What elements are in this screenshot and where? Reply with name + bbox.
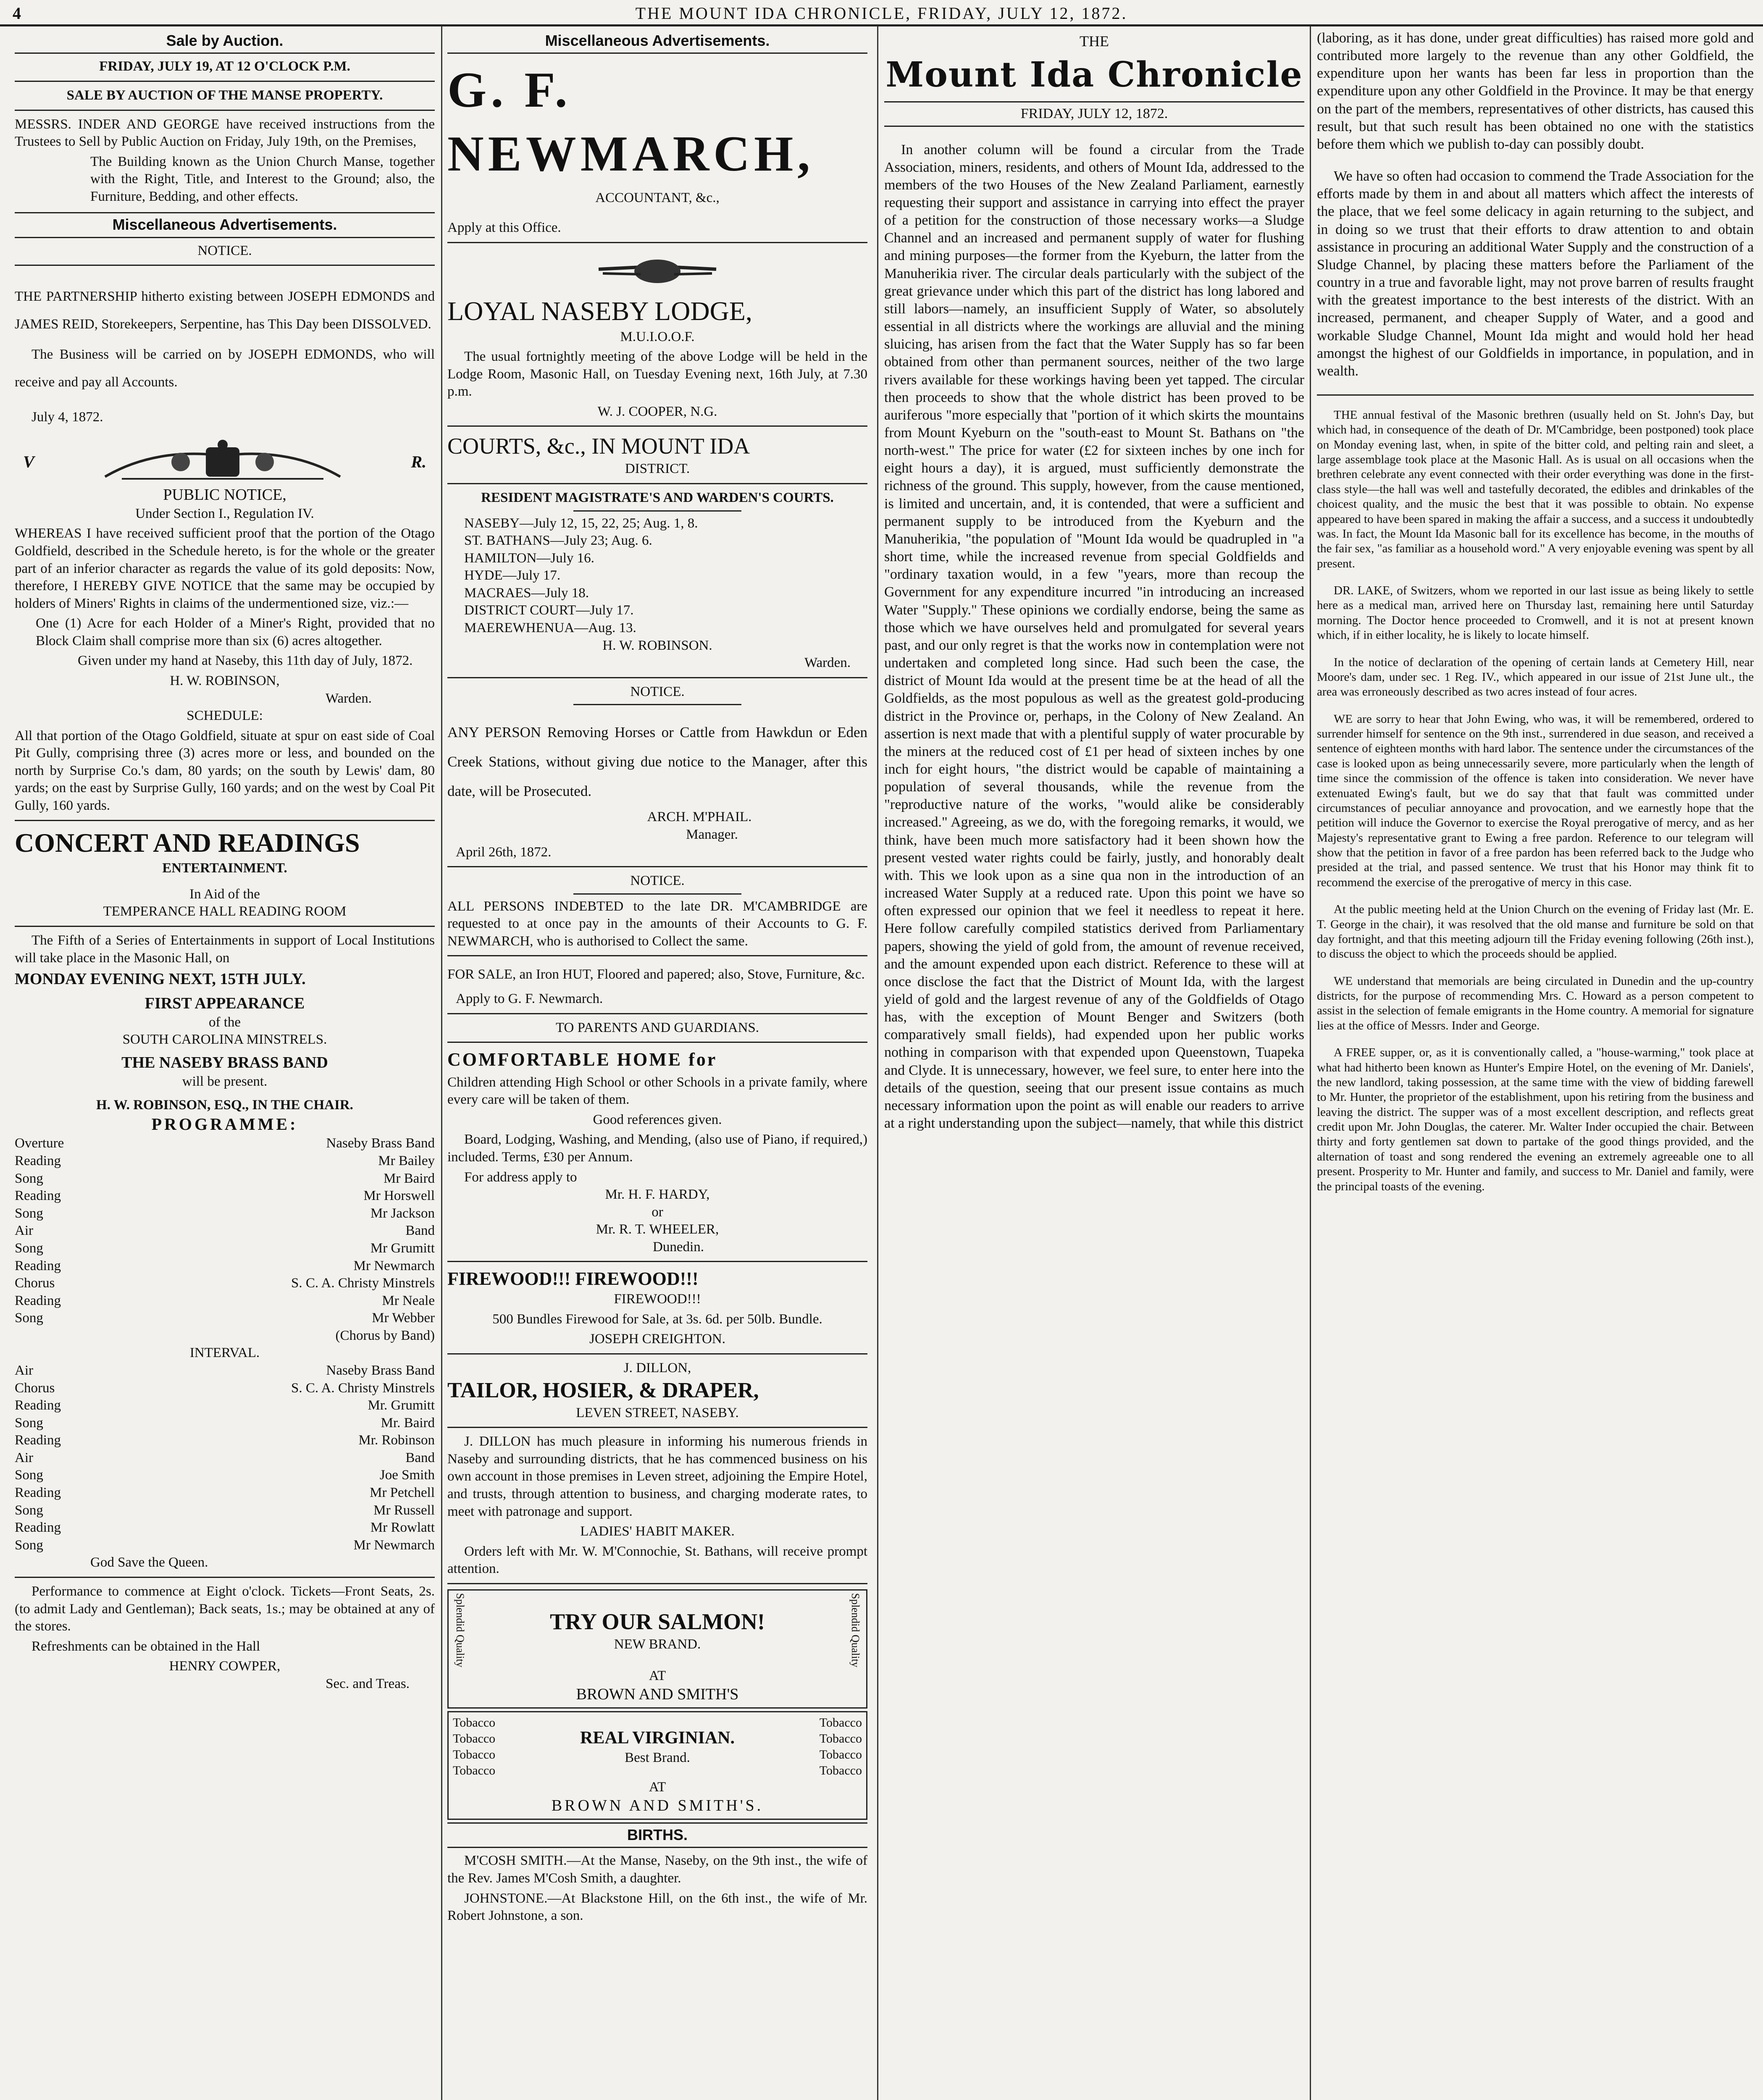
- divider: [447, 866, 867, 867]
- parents-head: COMFORTABLE HOME for: [447, 1049, 717, 1070]
- court-line: HAMILTON—July 16.: [464, 550, 594, 566]
- news-item: WE are sorry to hear that John Ewing, who was, it will be remembered, ordered to surrender himself for sentence on the 9th inst., surrendered in due season, and received a sentence of eighteen months with hard labor. The sentence under the circumstances of the case is looked upon as being unnecessarily severe, more particularly when the length of time since the commission of the offence is taken into consideration. We never have extenuated Ewing's fault, but we do say that that fault was committed under circumstances of peculiar annoyance and provocation, and we earnestly hope that the petition will induce the Governor to exercise the Royal prerogative of mercy, and as her Majesty's representative grant to Ewing a free pardon. Reference to our telegram will show that the petition in favor of a free pardon has been referred back to the Judge who presided at the trial, and passed sentence. We trust that his Honor may think fit to recommend the exercise of the prerogative of mercy in this case.: [1317, 712, 1754, 889]
- section-heading: Miscellaneous Advertisements.: [447, 29, 867, 54]
- tobacco-title: REAL VIRGINIAN.: [580, 1728, 735, 1748]
- firewood-body: 500 Bundles Firewood for Sale, at 3s. 6d. per 50lb. Bundle.: [492, 1311, 822, 1327]
- crest-letter-v: V: [23, 452, 34, 471]
- tobacco-at: AT: [649, 1779, 666, 1795]
- programme-row: Song Mr Baird: [15, 1171, 435, 1186]
- concert-minstrels: SOUTH CAROLINA MINSTRELS.: [122, 1032, 327, 1047]
- column-rule: [1310, 26, 1311, 2100]
- news-item: In the notice of declaration of the opening of certain lands at Cemetery Hill, near Moore's dam, under sec. 1 Reg. IV., which appeared in our issue of 21st June ult., the area was erroneously described as two acres instead of four acres.: [1317, 655, 1754, 699]
- auction-body: MESSRS. INDER AND GEORGE have received instructions from the Trustees to Sell by Public Auction on Friday, July 19th, on the Premises,: [15, 116, 435, 150]
- notice-date: April 26th, 1872.: [456, 844, 552, 860]
- forsale-notice: FOR SALE, an Iron HUT, Floored and papered; also, Stove, Furniture, &c.: [447, 967, 865, 982]
- news-item: A FREE supper, or, as it is conventionally called, a "house-warming," took place at what had hitherto been known as Hunter's Empire Hotel, on the evening of Mr. Daniels', the new landlord, taking possession, at the same time with the view of bidding farewell to Mr. Hunter, the proprietor of the establishment, upon his retiring from the business and leaving the district. The supper was of a most excellent description, and reflects great credit upon Mr. John Douglas, the caterer. Mr. Walter Inder occupied the chair. Between thirty and forty gentlemen sat down to partake of the good things provided, and the alternation of toast and song rendered the evening an extremely agreeable one to all present. Prosperity to Mr. Hunter and family, and success to Mr. Daniel and family, were the principal toasts of the evening.: [1317, 1046, 1754, 1193]
- programme-row: Reading Mr Neale: [15, 1293, 435, 1308]
- section-heading: Sale by Auction.: [15, 29, 435, 54]
- column-1: [15, 29, 435, 2100]
- programme-row: Song Mr Jackson: [15, 1205, 435, 1221]
- tobacco-ad: [447, 1711, 867, 1820]
- salmon-side-left: Splendid Quality: [454, 1593, 466, 1667]
- parents-apply: For address apply to: [464, 1169, 577, 1185]
- tobacco-word: Tobacco: [453, 1747, 496, 1761]
- interval-label: INTERVAL.: [189, 1345, 260, 1361]
- schedule-body: All that portion of the Otago Goldfield, situate at spur on east side of Coal Pit Gully, comprising three (3) acres more or less, and bounded on the north by Surprise Co.'s dam, 80 yards; on the south by Lewis' dam, 80 yards; on the east by Surprise Gully, 160 yards; and on the west by Coal Pit Gully, 160 yards.: [15, 728, 435, 814]
- court-line: MAEREWHENUA—Aug. 13.: [464, 620, 636, 636]
- lodge-sub: M.U.I.O.O.F.: [620, 329, 695, 344]
- tobacco-word: Tobacco: [453, 1716, 496, 1730]
- court-line: HYDE—July 17.: [464, 568, 561, 583]
- public-notice-body: WHEREAS I have received sufficient proof that the portion of the Otago Goldfield, described in the Schedule hereto, is for the whole or the greater part of an inferior character as regards the value of its gold deposits: Now, therefore, I HEREBY GIVE NOTICE that the same may be occupied by holders of Miners' Rights in claims of the undermentioned size, viz.:—: [15, 526, 435, 611]
- public-notice-role: Warden.: [325, 690, 372, 706]
- divider: [573, 893, 741, 895]
- divider: [447, 1013, 867, 1014]
- horses-notice: ANY PERSON Removing Horses or Cattle from Hawkdun or Eden Creek Stations, without giving due notice to the Manager, after this date, will be Prosecuted.: [447, 724, 867, 800]
- programme-row: Song Mr Grumitt: [15, 1240, 435, 1256]
- courts-heading: RESIDENT MAGISTRATE'S AND WARDEN'S COURTS.: [481, 490, 834, 506]
- programme-row: Air Naseby Brass Band: [15, 1362, 435, 1378]
- tobacco-word: Tobacco: [819, 1716, 862, 1730]
- notice-date: July 4, 1872.: [32, 410, 103, 425]
- section-heading: Miscellaneous Advertisements.: [15, 212, 435, 238]
- dillon-addr: LEVEN STREET, NASEBY.: [576, 1405, 739, 1420]
- tobacco-word: Tobacco: [819, 1763, 862, 1777]
- programme-row: Song Mr Newmarch: [15, 1537, 435, 1553]
- court-line: ST. BATHANS—July 23; Aug. 6.: [464, 533, 652, 549]
- salmon-title: TRY OUR SALMON!: [549, 1609, 765, 1634]
- news-item: THE annual festival of the Masonic brethren (usually held on St. John's Day, but which had, in consequence of the death of Dr. M'Cambridge, been postponed) took place on Monday evening last, when, in spite of the bitter cold, and pelting rain and sleet, a large assemblage took place at the Masonic Hall. As is usual on all occasions when the brethren celebrate any event connected with their order everything was done in the first-class style—the hall was well and tastefully decorated, the edibles and drinkables of the choicest quality, and the music the best that it was possible to obtain. No expense appeared to have been spared in making the affair a success, and a success it undoubtedly was. In fact, the Mount Ida Masonic ball for its excellence has become, in the mouths of the fair sex, "as familiar as a household word." A very enjoyable evening was spent by all present.: [1317, 408, 1754, 570]
- newmarch-apply: Apply at this Office.: [447, 220, 561, 236]
- public-notice-title: PUBLIC NOTICE,: [163, 486, 286, 504]
- programme-row: Reading Mr Rowlatt: [15, 1520, 435, 1536]
- programme-row: Reading Mr. Robinson: [15, 1433, 435, 1448]
- divider: [1317, 394, 1754, 396]
- page-number: 4: [13, 4, 21, 23]
- court-line: MACRAES—July 18.: [464, 585, 589, 601]
- tobacco-store: BROWN AND SMITH'S.: [551, 1797, 764, 1815]
- god-save-line: God Save the Queen.: [90, 1555, 208, 1570]
- programme-row: Overture Naseby Brass Band: [15, 1136, 435, 1151]
- auction-headline: SALE BY AUCTION OF THE MANSE PROPERTY.: [66, 87, 383, 103]
- court-line: DISTRICT COURT—July 17.: [464, 603, 634, 618]
- divider: [15, 926, 435, 927]
- parents-a1: Mr. H. F. HARDY,: [605, 1187, 710, 1202]
- notice-sign: ARCH. M'PHAIL.: [647, 809, 752, 825]
- programme-row: Song Joe Smith: [15, 1467, 435, 1483]
- column-2: [447, 29, 867, 2100]
- firewood-title: FIREWOOD!!! FIREWOOD!!!: [447, 1268, 699, 1289]
- concert-hall: TEMPERANCE HALL READING ROOM: [103, 904, 347, 919]
- programme-row: Air Band: [15, 1223, 435, 1239]
- programme-row: Song Mr Webber: [15, 1310, 435, 1326]
- divider: [15, 265, 435, 266]
- salmon-store: BROWN AND SMITH'S: [576, 1685, 739, 1704]
- salmon-side-right: Splendid Quality: [849, 1593, 862, 1667]
- concert-title: CONCERT AND READINGS: [15, 827, 360, 858]
- courts-sign: H. W. ROBINSON.: [602, 638, 712, 653]
- schedule-title: SCHEDULE:: [187, 708, 263, 724]
- tobacco-word: Tobacco: [819, 1747, 862, 1761]
- divider: [447, 425, 867, 427]
- parents-a2: Mr. R. T. WHEELER,: [596, 1222, 719, 1237]
- divider: [15, 81, 435, 82]
- programme-title: PROGRAMME:: [151, 1115, 298, 1134]
- flag-the: THE: [1080, 33, 1109, 50]
- article-continuation: (laboring, as it has done, under great difficulties) has raised more gold and contributed more largely to the revenue than any other Goldfield, the expenditure upon her wants has been far less in proportion than the expenditure upon any other Goldfield in the Province. It may be that energy on the part of the members, representatives of other districts, has caused this result, but that such result has been obtained no one with the statistics before them which we publish to-day can possibly doubt.: [1317, 30, 1754, 152]
- programme-list-2: [15, 1362, 435, 1554]
- newspaper-flag: Mount Ida Chronicle: [885, 55, 1303, 95]
- dillon-name: J. DILLON,: [623, 1360, 691, 1376]
- parents-refs: Good references given.: [593, 1112, 722, 1127]
- courts-sub: DISTRICT.: [625, 461, 690, 477]
- leading-article: In another column will be found a circular from the Trade Association, miners, residents, and others of Mount Ida, addressed to the members of the two Houses of the New Zealand Parliament, earnestly requesting their support and assistance in carrying into effect the prayer of a petition for the construction of those necessary works—a Sludge Channel and an increased and permanent supply of water for flushing and mining purposes—the former from the Kyeburn, the latter from the Manuherikia river. The circular deals particularly with the subject of the great grievance under which this part of the district has long labored and still labors—namely, an insufficient Supply of Water, so absolutely essential in all districts where the workings are alluvial and the mining sluicing, has arisen from the fact that the Water Supply has so far been obtained from other than permanent sources, neither of the two large rivers available for these workings having been yet tapped. The circular then proceeds to show that the whole district has been proved to be auriferous "more especially that "portion of it which skirts the mountains from Mount Kyeburn on the "south-east to Mount St. Bathans on "the north-west." The price for water (£2 for sixteen inches by one inch for eight hours a day), it is argued, must sufficiently demonstrate the richness of the ground. This supply, however, from the cause mentioned, is limited and uncertain, and, it is contended, that were a sufficient and permanent supply to be introduced from the Kyeburn and the Manuherikia, "the population of "Mount Ida would be quadrupled in "a short time, while the increased revenue from special Goldfields and "ordinary taxation would, in a few "years, more than recoup the Government for any expenditure incurred "in introducing an increased Water "Supply." These opinions we cordially endorse, being the same as those which we have ourselves held and promulgated for several years past, and our only regret is that the works now in contemplation were not undertaken and completed long since. Had such been the case, the district of Mount Ida would at the present time be at the head of all the Goldfields, as the most populous as well as the greatest gold-producing district in the Province or, perhaps, in the Colony of New Zealand. An assertion is next made that with a plentiful supply of water procurable by the miners at the reduced cost of £1 per head of sixteen inches by one inch for eight hours, "the district would be capable of maintaining a population of several thousands, while the revenue from the "reproductive nature of the works, "would alike be considerably increased." Agreeing, as we do, with the foregoing remarks, it would, we think, have been much more satisfactory had it been shown how the present vested water rights could be fairly, justly, and honorably dealt with. This we look upon as a sine qua non in the introduction of an increased Water Supply at a reduced rate. Upon this point we have so often expressed our opinion that we feel it needless to repeat it here. Here follow carefully compiled statistics derived from Parliamentary papers, showing the yield of gold from, the amount of revenue received, and the amount expended upon each district. Reference to these will at once disclose the fact that the District of Mount Ida, with the largest yield of gold and the largest revenue of any of the Goldfields of Otago has, with the exception of Mount Benger and Switzers (both comparatively small fields), had expended upon her public works nothing in comparison with that expended upon Queenstown, Tuapeka and Clyde. It is unnecessary, however, we feel sure, to enter here into the details of the question, seeing that our present issue contains as much necessary information upon the point as will enable our readers to arrive at a right understanding upon the subject—namely, that while this district: [884, 142, 1304, 1131]
- programme-row: Air Band: [15, 1450, 435, 1465]
- programme-row: Chorus S. C. A. Christy Minstrels: [15, 1276, 435, 1291]
- programme-row: Reading Mr Bailey: [15, 1153, 435, 1169]
- births-title: BIRTHS.: [447, 1822, 867, 1848]
- lodge-body: The usual fortnightly meeting of the above Lodge will be held in the Lodge Room, Masonic Hall, on Tuesday Evening next, 16th July, at 7.30 p.m.: [447, 349, 867, 399]
- dillon-habit: LADIES' HABIT MAKER.: [580, 1524, 735, 1539]
- salmon-ad: [447, 1589, 867, 1709]
- news-item: WE understand that memorials are being circulated in Dunedin and the up-country districts, for the purpose of recommending Mrs. C. Howard as a person competent to assist in the selection of female emigrants in the Home country. A memorial for signature lies at the office of Messrs. Inder and George.: [1317, 974, 1754, 1032]
- public-notice-sub: Under Section I., Regulation IV.: [135, 506, 314, 521]
- public-notice-given: Given under my hand at Naseby, this 11th day of July, 1872.: [78, 653, 413, 669]
- parents-place: Dunedin.: [653, 1239, 704, 1255]
- courts-title: COURTS, &c., IN MOUNT IDA: [447, 433, 750, 459]
- divider: [573, 510, 741, 512]
- concert-aid: In Aid of the: [189, 886, 260, 902]
- column-rule: [877, 26, 878, 2100]
- divider: [447, 1261, 867, 1262]
- page-header: [0, 0, 1763, 26]
- tobacco-word: Tobacco: [453, 1763, 496, 1777]
- dillon-orders: Orders left with Mr. W. M'Connochie, St. Bathans, will receive prompt attention.: [447, 1544, 867, 1577]
- birth-notice: M'COSH SMITH.—At the Manse, Naseby, on the 9th inst., the wife of the Rev. James M'Cosh Smith, a daughter.: [447, 1853, 867, 1886]
- concert-footer: Performance to commence at Eight o'clock. Tickets—Front Seats, 2s. (to admit Lady and Gentleman); Back seats, 1s.; may be obtained at any of the stores.: [15, 1583, 435, 1634]
- divider: [447, 677, 867, 678]
- parents-body: Children attending High School or other Schools in a private family, where every care will be taken of them.: [447, 1074, 867, 1108]
- parents-or: or: [652, 1204, 663, 1220]
- column-4: [1317, 29, 1754, 2100]
- notice-title: NOTICE.: [630, 684, 685, 699]
- divider: [15, 1577, 435, 1578]
- programme-row: Reading Mr Horswell: [15, 1188, 435, 1204]
- newmarch-name: G. F. NEWMARCH,: [447, 62, 815, 181]
- concert-sign: HENRY COWPER,: [169, 1659, 281, 1674]
- notice-role: Manager.: [686, 827, 738, 842]
- editorial-date: FRIDAY, JULY 12, 1872.: [884, 101, 1304, 127]
- indebted-notice: ALL PERSONS INDEBTED to the late DR. M'CAMBRIDGE are requested to at once pay in the amounts of their Accounts to G. F. NEWMARCH, who is authorised to Collect the same.: [447, 898, 867, 949]
- notice-title: NOTICE.: [197, 243, 252, 258]
- public-notice-clause: One (1) Acre for each Holder of a Miner's Right, provided that no Block Claim shall comprise more than six (6) acres altogether.: [36, 616, 435, 648]
- programme-row: Reading Mr. Grumitt: [15, 1398, 435, 1413]
- salmon-at: AT: [649, 1668, 666, 1683]
- programme-row: Song Mr Russell: [15, 1502, 435, 1518]
- auction-body-2: The Building known as the Union Church Manse, together with the Right, Title, and Interest to the Ground; also, the Furniture, Bedding, and other effects.: [90, 154, 435, 204]
- lodge-name: LOYAL NASEBY LODGE,: [447, 296, 752, 326]
- concert-first: FIRST APPEARANCE: [145, 995, 305, 1013]
- news-item: At the public meeting held at the Union Church on the evening of Friday last (Mr. E. T. George in the chair), it was resolved that the old manse and furniture be sold on that day fortnight, and that this meeting adjourn till the Friday evening following (26th inst.), to discuss the object to which the proceeds should be applied.: [1317, 903, 1754, 961]
- concert-role: Sec. and Treas.: [326, 1676, 410, 1691]
- partnership-notice: THE PARTNERSHIP hitherto existing between JOSEPH EDMONDS and JAMES REID, Storekeepers, Serpentine, has This Day been DISSOLVED.: [15, 289, 435, 332]
- news-item: DR. LAKE, of Switzers, whom we reported in our last issue as being likely to settle here as a medical man, arrived here on Thursday last, remaining here until Saturday morning. The Doctor hence proceeded to Cromwell, and it is not at present known which, if in either locality, he is likely to locate himself.: [1317, 584, 1754, 642]
- article-paragraph: We have so often had occasion to commend the Trade Association for the efforts made by them in and about all matters which affect the interests of the place, that we feel some delicacy in again returning to the subject, and in doing so we trust that their efforts to draw attention to and obtain assistance in procuring an additional Water Supply and the construction of a Sludge Channel, by placing these matters before the Parliament of the country in a true and favorable light, may not prove barren of results fraught with the greatest importance to the best interests of the district. With an increased, permanent, and cheaper Supply of Water, and a good and workable Sludge Channel, Mount Ida might and would hold her head amongst the highest of our Goldfields in importance, in population, and in wealth.: [1317, 168, 1754, 379]
- concert-refresh: Refreshments can be obtained in the Hall: [32, 1638, 260, 1654]
- divider: [15, 820, 435, 821]
- dillon-body: J. DILLON has much pleasure in informing his numerous friends in Naseby and surrounding districts, that he has commenced business on his own account in those premises in Leven street, adjoining the Empire Hotel, and trusts, through attention to business, and charging moderate rates, to meet with patronage and support.: [447, 1434, 867, 1519]
- birth-notice: JOHNSTONE.—At Blackstone Hill, on the 6th inst., the wife of Mr. Robert Johnstone, a son.: [447, 1890, 867, 1924]
- public-notice-sign: H. W. ROBINSON,: [170, 673, 280, 688]
- divider: [447, 1427, 867, 1428]
- parents-title: TO PARENTS AND GUARDIANS.: [555, 1020, 759, 1035]
- newmarch-title: ACCOUNTANT, &c.,: [595, 190, 720, 205]
- divider: [447, 1042, 867, 1043]
- programme-row: Chorus S. C. A. Christy Minstrels: [15, 1380, 435, 1396]
- concert-chair: H. W. ROBINSON, ESQ., IN THE CHAIR.: [96, 1097, 353, 1113]
- tobacco-word: Tobacco: [453, 1732, 496, 1746]
- handshake-icon: [594, 248, 720, 290]
- lodge-sign: W. J. COOPER, N.G.: [597, 404, 717, 419]
- concert-date: MONDAY EVENING NEXT, 15TH JULY.: [15, 970, 306, 988]
- courts-role: Warden.: [804, 655, 851, 671]
- divider: [447, 955, 867, 956]
- firewood-sign: JOSEPH CREIGHTON.: [589, 1331, 725, 1347]
- programme-row: Song Mr. Baird: [15, 1415, 435, 1431]
- divider: [447, 483, 867, 484]
- divider: [447, 1353, 867, 1354]
- notice-title: NOTICE.: [630, 873, 685, 889]
- partnership-notice-2: The Business will be carried on by JOSEPH EDMONDS, who will receive and pay all Accounts.: [15, 347, 435, 390]
- programme-list: [15, 1135, 435, 1344]
- masthead: THE MOUNT IDA CHRONICLE, FRIDAY, JULY 12, 1872.: [635, 4, 1128, 23]
- courts-list: [447, 515, 867, 637]
- concert-sub: ENTERTAINMENT.: [162, 861, 287, 876]
- forsale-apply: Apply to G. F. Newmarch.: [456, 991, 603, 1007]
- column-rule: [441, 26, 442, 2100]
- dillon-trade: TAILOR, HOSIER, & DRAPER,: [447, 1378, 759, 1403]
- concert-of: of the: [208, 1014, 241, 1030]
- programme-row: Reading Mr Newmarch: [15, 1258, 435, 1273]
- programme-row: (Chorus by Band): [335, 1328, 435, 1343]
- divider: [447, 242, 867, 243]
- tobacco-word: Tobacco: [819, 1732, 862, 1746]
- concert-band-2: will be present.: [182, 1074, 268, 1089]
- court-line: NASEBY—July 12, 15, 22, 25; Aug. 1, 8.: [464, 515, 698, 531]
- crest-letter-r: R.: [411, 452, 426, 471]
- programme-row: Reading Mr Petchell: [15, 1485, 435, 1501]
- concert-body: The Fifth of a Series of Entertainments in support of Local Institutions will take place in the Masonic Hall, on: [15, 932, 435, 966]
- crest-icon: [88, 439, 357, 485]
- divider: [447, 1583, 867, 1584]
- auction-date: FRIDAY, JULY 19, AT 12 O'CLOCK P.M.: [99, 59, 350, 74]
- column-3: [884, 29, 1304, 2100]
- concert-band: THE NASEBY BRASS BAND: [121, 1054, 328, 1072]
- royal-crest: [23, 439, 426, 485]
- divider: [15, 110, 435, 111]
- divider: [573, 704, 741, 705]
- parents-terms: Board, Lodging, Washing, and Mending, (also use of Piano, if required,) included. Terms, £30 per Annum.: [447, 1132, 867, 1165]
- salmon-new: NEW BRAND.: [614, 1636, 701, 1652]
- tobacco-best: Best Brand.: [625, 1750, 690, 1765]
- firewood-sub: FIREWOOD!!!: [614, 1291, 701, 1307]
